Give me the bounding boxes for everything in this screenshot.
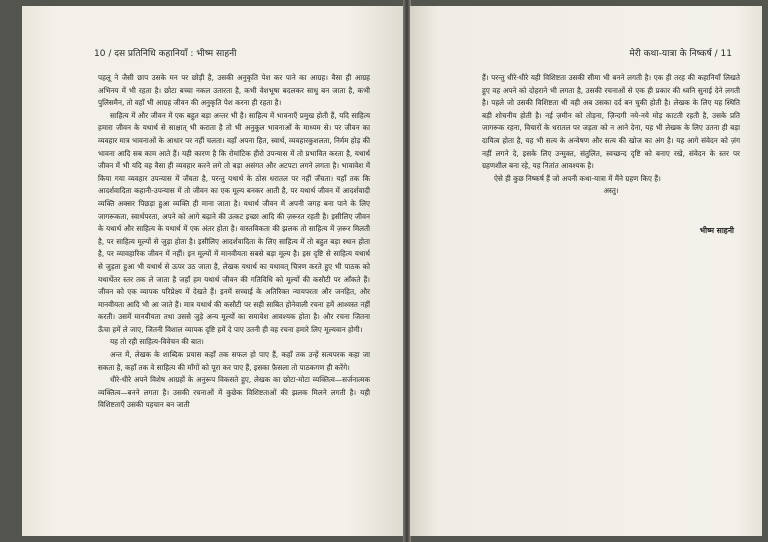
paragraph: धीरे-धीरे अपने विशेष आग्रहों के अनुरूप विकसते हुए, लेखक का छोटा-मोटा व्यक्तित्व—सर्जनात्मक व्यक्तित्व—बनने लगता है। उसकी रचनाओं में कुछेक विशिष्टताओं की झलक मिलने लगती है। यही विशिष्टताएँ उसकी पहचान बन जाती xyxy=(98,375,370,410)
right-page-body xyxy=(482,72,740,198)
right-page xyxy=(410,6,762,536)
right-page-header: मेरी कथा-यात्रा के निष्कर्ष / 11 xyxy=(629,49,732,59)
paragraph: यह तो रही साहित्य-विवेचन की बात। xyxy=(110,337,204,347)
left-page-body xyxy=(98,72,370,412)
left-page xyxy=(22,6,404,536)
paragraph: हैं। परन्तु धीरे-धीरे यही विशिष्टता उसकी सीमा भी बनने लगती है। एक ही तरह की कहानियाँ लिखते हुए वह अपने को दोहराने भी लगता है, उसकी रचनाओं से एक ही प्रकार की ध्वनि सुनाई देने लगती है। पहले जो उसकी विशिष्टता थी वही अब उसका दर्द बन चुकी होती है। लेखक के लिए यह स्थिति बड़ी शोचनीय होती है। नई ज़मीन को तोड़ना, ज़िन्दगी नये-नये मोड़ काटती रहती है, उसके प्रति जागरूक रहना, विचारों के धरातल पर जड़ता को न आने देना, यह भी लेखक के लिए उतना ही बड़ा दायित्व होता है, यह भी सत्य के अन्वेषण और सत्य की खोज का अंग है। यह आगे संवेदन को ज़ंग नहीं लगने दे, इसके लिए उन्मुक्त, संतुलित, स्वच्छन्द दृष्टि को बनाए रखे, संवेदन के स्तर पर ग्रहणशील बना रहे, यह नितांत आवश्यक है। xyxy=(482,73,740,171)
paragraph: अन्त में, लेखक के शाब्दिक प्रयास कहाँ तक सफल हो पाए हैं, कहाँ तक उन्हें सत्यपरक कहा जा सकता है, कहाँ तक वे साहित्य की माँगों को पूरा कर पाए हैं, इसका फ़ैसला तो पाठकगण ही करेंगे। xyxy=(98,350,370,372)
paragraph: साहित्य में और जीवन में एक बहुत बड़ा अन्तर भी है। साहित्य में भावनाएँ प्रमुख होती हैं, यदि साहित्य हमारा जीवन के यथार्थ से साक्षात्‌ भी कराता है तो भी अनुकूल भावनाओं के माध्यम से। पर जीवन का व्यवहार मात्र भावनाओं के आधार पर नहीं चलता। वहाँ अपना हित, स्वार्थ, व्यवहारकुशलता, निर्मम होड़ की भावना आदि सब काम आते हैं। यही कारण है कि रोमांटिक हीरो उपन्यास में तो प्रभावित करता है, यथार्थ जीवन में भी यदि वह वैसा ही व्यवहार करने लगे तो बड़ा असंगत और अटपटा लगने लगता है। भावावेश में किया गया व्यवहार उपन्यास में जँचता है, परन्तु यथार्थ के ठोस धरातल पर नहीं जँचता। यहाँ तक कि आदर्शवादिता कहानी-उपन्यास में तो जीवन का एक मूल्य बनकर आती है, पर यथार्थ जीवन में आदर्शवादी व्यक्ति अक्सर पिछड़ा हुआ व्यक्ति ही माना जाता है। यथार्थ जीवन में अपनी जगह बना पाने के लिए जागरूकता, स्वार्थपरता, अपने को आगे बढ़ाने की उत्कट इच्छा आदि की ज़रूरत रहती है। इसीलिए जीवन के यथार्थ और साहित्य के यथार्थ में एक अंतर होता है। वास्तविकता की झलक तो साहित्य में ज़रूर मिलती है, पर साहित्य मूल्यों से जुड़ा होता है। इसीलिए आदर्शवादिता के लिए साहित्य में तो बहुत बड़ा स्थान होता है, पर व्यावहारिक जीवन में नहीं। इन मूल्यों में मानवीयता सबसे बड़ा मूल्य है। इस दृष्टि से साहित्य यथार्थ से जुड़ता हुआ भी यथार्थ से ऊपर उठ जाता है, लेखक यथार्थ का यथावत्‌ चित्रण करते हुए भी पाठक को यथार्थेतर स्तर तक ले जाता है जहाँ हम यथार्थ जीवन की गतिविधि को मूल्यों की कसौटी पर आँकते हैं। जीवन को एक व्यापक परिप्रेक्ष्य में देखते हैं। इनमें सच्चाई के अतिरिक्त न्यायपरता और जनहित, और मानवीयता आदि भी आ जाते हैं। मात्र यथार्थ की कसौटी पर सही साबित होनेवाली रचना हमें आश्वस्त नहीं करती। उसमें मानवीयता तथा उससे जुड़े अन्य मूल्यों का समावेश आवश्यक होता है। और रचना जितना ऊँचा हमें ले जाए, जितनी विशाल व्यापक दृष्टि हमें दे पाए उतनी ही वह रचना हमारे लिए मूल्यवान होगी। xyxy=(98,110,370,334)
author-signature: भीष्म साहनी xyxy=(699,226,734,235)
left-page-header: 10 / दस प्रतिनिधि कहानियाँ : भीष्म साहनी xyxy=(94,49,237,59)
paragraph: ऐसे ही कुछ निष्कर्ष हैं जो अपनी कथा-यात्रा में मैंने ग्रहण किए हैं। xyxy=(494,173,661,183)
paragraph: पहलू ने जैसी छाप उसके मन पर छोड़ी है, उसकी अनुकृति पेश कर पाने का आग्रह। वैसा ही आग्रह अभिनय में भी रहता है। छोटा बच्चा नकल उतारता है, कभी वेशभूषा बदलकर साधु बन जाता है, कभी पुलिसमैन, तो वहाँ भी आग्रह जीवन की अनुकृति पेश करना ही रहता है। xyxy=(98,73,370,108)
paragraph: अस्तु। xyxy=(603,186,619,196)
